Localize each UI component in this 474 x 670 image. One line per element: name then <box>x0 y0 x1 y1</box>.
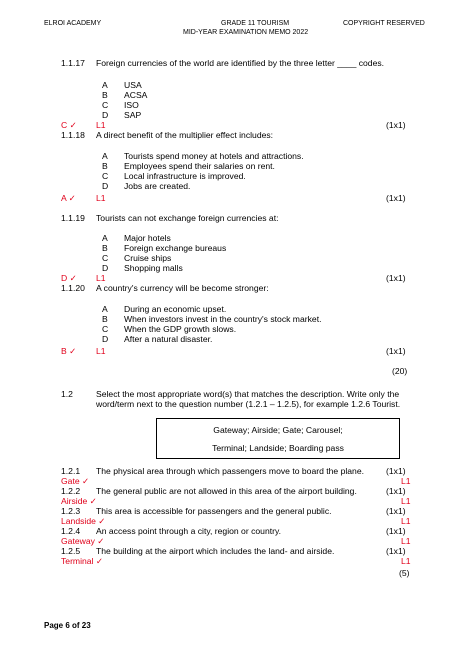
question-text-line1: Select the most appropriate word(s) that matches the description. Write only the <box>96 389 400 399</box>
answer-mark: D ✓ <box>61 273 77 283</box>
option-text: When the GDP growth slows. <box>124 324 237 334</box>
word-bank-box <box>156 418 400 459</box>
item-mark: (1x1) <box>386 486 406 496</box>
option-letter: A <box>102 151 108 161</box>
item-level: L1 <box>401 476 411 486</box>
question-text-line2: word/term next to the question number (1.2.1 – 1.2.5), for example 1.2.6 Tourist. <box>96 399 401 409</box>
item-text: The general public are not allowed in this area of the airport building. <box>96 486 357 496</box>
item-level: L1 <box>401 496 411 506</box>
question-text: A country's currency will be become stronger: <box>96 283 269 293</box>
item-answer: Gateway ✓ <box>61 536 105 546</box>
option-letter: C <box>102 100 109 110</box>
option-text: After a natural disaster. <box>124 334 213 344</box>
item-number: 1.2.1 <box>61 466 81 476</box>
item-answer: Airside ✓ <box>61 496 97 506</box>
option-text: ACSA <box>124 90 148 100</box>
item-number: 1.2.5 <box>61 546 81 556</box>
mark-allocation: (1x1) <box>386 120 406 130</box>
item-text: The building at the airport which includes the land- and airside. <box>96 546 335 556</box>
cognitive-level: L1 <box>96 273 106 283</box>
option-letter: A <box>102 233 108 243</box>
question-text: Tourists can not exchange foreign currencies at: <box>96 213 279 223</box>
item-text: An access point through a city, region or country. <box>96 526 282 536</box>
item-answer: Gate ✓ <box>61 476 90 486</box>
option-letter: B <box>102 161 108 171</box>
answer-mark: B ✓ <box>61 346 77 356</box>
item-mark: (1x1) <box>386 526 406 536</box>
section-total: (5) <box>399 568 410 578</box>
option-text: USA <box>124 80 142 90</box>
option-letter: C <box>102 324 109 334</box>
question-number: 1.1.18 <box>61 130 85 140</box>
question-number: 1.2 <box>61 389 73 399</box>
item-level: L1 <box>401 516 411 526</box>
option-text: ISO <box>124 100 139 110</box>
header-exam: MID-YEAR EXAMINATION MEMO 2022 <box>183 29 309 36</box>
cognitive-level: L1 <box>96 193 106 203</box>
option-text: Local infrastructure is improved. <box>124 171 246 181</box>
option-text: Jobs are created. <box>124 181 191 191</box>
option-text: When investors invest in the country's stock market. <box>124 314 322 324</box>
question-text: A direct benefit of the multiplier effect includes: <box>96 130 274 140</box>
option-letter: C <box>102 253 109 263</box>
option-letter: D <box>102 334 109 344</box>
option-text: Tourists spend money at hotels and attractions. <box>124 151 304 161</box>
cognitive-level: L1 <box>96 346 106 356</box>
item-mark: (1x1) <box>386 546 406 556</box>
option-letter: B <box>102 314 108 324</box>
item-number: 1.2.2 <box>61 486 81 496</box>
answer-mark: A ✓ <box>61 193 76 203</box>
item-number: 1.2.3 <box>61 506 81 516</box>
option-text: During an economic upset. <box>124 304 227 314</box>
cognitive-level: L1 <box>96 120 106 130</box>
option-letter: D <box>102 110 109 120</box>
option-letter: C <box>102 171 109 181</box>
option-letter: B <box>102 90 108 100</box>
answer-mark: C ✓ <box>61 120 77 130</box>
section-subtotal: (20) <box>392 366 408 376</box>
option-text: Major hotels <box>124 233 171 243</box>
word-bank-line1: Gateway; Airside; Gate; Carousel; <box>213 425 343 435</box>
question-number: 1.1.17 <box>61 58 85 68</box>
option-letter: A <box>102 80 108 90</box>
mark-allocation: (1x1) <box>386 193 406 203</box>
mark-allocation: (1x1) <box>386 346 406 356</box>
header-copyright: COPYRIGHT RESERVED <box>343 20 425 27</box>
option-text: Foreign exchange bureaus <box>124 243 227 253</box>
item-answer: Terminal ✓ <box>61 556 104 566</box>
question-text: Foreign currencies of the world are identified by the three letter ____ codes. <box>96 58 385 68</box>
question-number: 1.1.20 <box>61 283 85 293</box>
item-level: L1 <box>401 556 411 566</box>
option-letter: D <box>102 181 109 191</box>
option-letter: B <box>102 243 108 253</box>
item-text: The physical area through which passengers move to board the plane. <box>96 466 365 476</box>
option-text: Cruise ships <box>124 253 172 263</box>
item-mark: (1x1) <box>386 466 406 476</box>
item-answer: Landside ✓ <box>61 516 106 526</box>
item-level: L1 <box>401 536 411 546</box>
item-text: This area is accessible for passengers and the general public. <box>96 506 332 516</box>
header-school: ELROI ACADEMY <box>44 20 102 27</box>
header-subject: GRADE 11 TOURISM <box>221 20 290 27</box>
item-mark: (1x1) <box>386 506 406 516</box>
word-bank-line2: Terminal; Landside; Boarding pass <box>212 443 344 453</box>
mark-allocation: (1x1) <box>386 273 406 283</box>
option-text: SAP <box>124 110 142 120</box>
question-number: 1.1.19 <box>61 213 85 223</box>
option-text: Employees spend their salaries on rent. <box>124 161 275 171</box>
option-letter: A <box>102 304 108 314</box>
item-number: 1.2.4 <box>61 526 81 536</box>
page-number: Page 6 of 23 <box>44 621 91 630</box>
option-text: Shopping malls <box>124 263 183 273</box>
option-letter: D <box>102 263 109 273</box>
